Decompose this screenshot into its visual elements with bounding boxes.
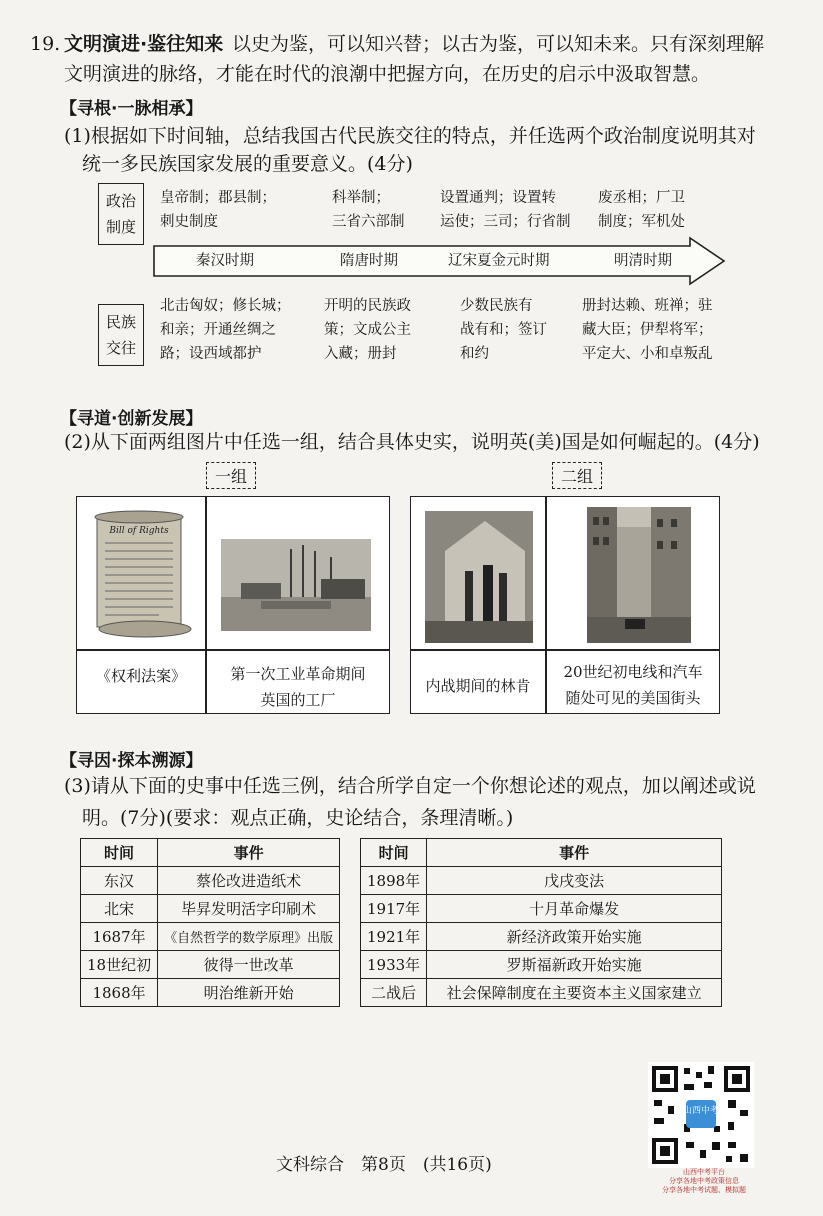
header-event-left: 事件: [158, 839, 340, 867]
politics-label-box: [98, 183, 144, 245]
ethnic-label-1: 民族: [105, 313, 136, 331]
section2-heading: 【寻道·创新发展】: [60, 409, 203, 429]
ethnic-liaosong: [460, 294, 547, 366]
factory-image: [221, 539, 371, 631]
question-intro-line2: 文明演进的脉络，才能在时代的浪潮中把握方向，在历史的启示中汲取智慧。: [64, 63, 711, 85]
row-event: 戊戌变法: [427, 867, 722, 895]
row-time: 1933年: [361, 951, 427, 979]
ethnic-suitang-line2: 策；文成公主: [324, 322, 411, 338]
caption-american-street: [547, 659, 719, 711]
row-event: 蔡伦改进造纸术: [158, 867, 340, 895]
ethnic-label-box: [98, 304, 144, 366]
bill-of-rights-text: Bill of Rights: [109, 526, 169, 536]
row-event: 十月革命爆发: [427, 895, 722, 923]
lincoln-image: [425, 511, 533, 643]
section3-prompt-line2: 明。(7分)(要求：观点正确，史论结合，条理清晰。): [82, 807, 514, 829]
politics-liaosong-line1: 设置通判；设置转: [440, 190, 556, 206]
row-event: 《自然哲学的数学原理》出版: [158, 923, 340, 951]
politics-suitang: [332, 186, 405, 234]
bill-of-rights-image: [89, 505, 195, 645]
row-time: 北宋: [81, 895, 158, 923]
caption-american-street-line1: 20世纪初电线和汽车: [563, 663, 703, 681]
section1-prompt-line2: 统一多民族国家发展的重要意义。(4分): [82, 153, 413, 175]
question-number: 19.: [30, 33, 61, 55]
row-time: 18世纪初: [81, 951, 158, 979]
page-footer: 文科综合 第8页 (共16页): [276, 1155, 492, 1175]
politics-mingqing-line1: 废丞相；厂卫: [598, 190, 685, 206]
section3-prompt-line1: (3)请从下面的史事中任选三例，结合所学自定一个你想论述的观点，加以阐述或说: [64, 775, 756, 797]
caption-american-street-line2: 随处可见的美国街头: [565, 689, 701, 707]
ethnic-suitang-line1: 开明的民族政: [324, 298, 411, 314]
ethnic-mingqing-line3: 平定大、小和卓叛乱: [582, 346, 713, 362]
politics-suitang-line2: 三省六部制: [332, 214, 405, 230]
row-event: 新经济政策开始实施: [427, 923, 722, 951]
row-time: 1868年: [81, 979, 158, 1007]
group2-panel: [410, 496, 720, 714]
ethnic-qinhan: [160, 294, 291, 366]
section1-heading: 【寻根·一脉相承】: [60, 99, 203, 119]
row-event: 毕昇发明活字印刷术: [158, 895, 340, 923]
politics-qinhan: [160, 186, 276, 234]
row-time: 1917年: [361, 895, 427, 923]
table-row: [81, 895, 340, 923]
period-liaosong: 辽宋夏金元时期: [448, 253, 550, 269]
politics-qinhan-line2: 刺史制度: [160, 214, 218, 230]
caption-factory-line2: 英国的工厂: [260, 691, 336, 709]
qr-caption-line3: 分享各地中考试题、模拟题: [662, 1186, 746, 1194]
politics-suitang-line1: 科举制；: [332, 190, 390, 206]
events-table-right: [360, 838, 722, 1007]
qr-caption-line2: 分享各地中考政策信息: [669, 1177, 739, 1185]
section1-prompt-line1: (1)根据如下时间轴，总结我国古代民族交往的特点，并任选两个政治制度说明其对: [64, 125, 756, 147]
ethnic-suitang-line3: 入藏；册封: [324, 346, 397, 362]
group2-label: 二组: [552, 462, 602, 489]
qr-badge-text: 山西中考: [682, 1106, 720, 1116]
ethnic-label-2: 交往: [105, 339, 136, 357]
ethnic-qinhan-line2: 和亲；开通丝绸之: [160, 322, 276, 338]
politics-label-2: 制度: [105, 218, 136, 236]
row-time: 东汉: [81, 867, 158, 895]
row-event: 罗斯福新政开始实施: [427, 951, 722, 979]
ethnic-qinhan-line1: 北击匈奴；修长城；: [160, 298, 291, 314]
ethnic-liaosong-line1: 少数民族有: [460, 298, 533, 314]
header-time-right: 时间: [361, 839, 427, 867]
group1-panel: [76, 496, 390, 714]
period-qinhan: 秦汉时期: [196, 253, 254, 269]
header-time-left: 时间: [81, 839, 158, 867]
american-street-image: [587, 507, 691, 643]
table-row: [361, 951, 722, 979]
caption-lincoln-line1: 内战期间的林肯: [425, 677, 531, 695]
header-event-right: 事件: [427, 839, 722, 867]
qr-caption: [634, 1168, 774, 1195]
ethnic-mingqing: [582, 294, 713, 366]
qr-code-icon[interactable]: [648, 1062, 754, 1168]
politics-mingqing-line2: 制度；军机处: [598, 214, 685, 230]
group1-label: 一组: [206, 462, 256, 489]
table-row: [81, 979, 340, 1007]
table-row: [361, 979, 722, 1007]
ethnic-qinhan-line3: 路；设西域都护: [160, 346, 262, 362]
period-suitang: 隋唐时期: [340, 253, 398, 269]
section2-prompt: (2)从下面两组图片中任选一组，结合具体史实，说明英(美)国是如何崛起的。(4分): [64, 431, 760, 453]
ethnic-suitang: [324, 294, 411, 366]
politics-qinhan-line1: 皇帝制；郡县制；: [160, 190, 276, 206]
politics-liaosong-line2: 运使；三司；行省制: [440, 214, 571, 230]
caption-factory-line1: 第一次工业革命期间: [230, 665, 366, 683]
ethnic-mingqing-line1: 册封达赖、班禅；驻: [582, 298, 713, 314]
table-row: [81, 923, 340, 951]
table-row: [81, 867, 340, 895]
row-time: 1898年: [361, 867, 427, 895]
question-title: 文明演进·鉴往知来: [64, 33, 224, 55]
politics-liaosong: [440, 186, 571, 234]
ethnic-liaosong-line3: 和约: [460, 346, 489, 362]
period-mingqing: 明清时期: [614, 253, 672, 269]
question-intro-line1: 以史为鉴，可以知兴替；以古为鉴，可以知未来。只有深刻理解: [232, 33, 765, 55]
politics-label-1: 政治: [105, 192, 136, 210]
caption-bill-of-rights: [77, 663, 205, 689]
caption-factory: [207, 661, 389, 713]
qr-caption-line1: 山西中考平台: [683, 1168, 725, 1176]
table-row: [361, 867, 722, 895]
row-time: 1687年: [81, 923, 158, 951]
ethnic-mingqing-line2: 藏大臣；伊犁将军；: [582, 322, 713, 338]
row-time: 二战后: [361, 979, 427, 1007]
row-event: 明治维新开始: [158, 979, 340, 1007]
caption-bill-of-rights-line1: 《权利法案》: [95, 667, 186, 685]
table-row: [361, 923, 722, 951]
row-event: 彼得一世改革: [158, 951, 340, 979]
ethnic-liaosong-line2: 战有和；签订: [460, 322, 547, 338]
section3-heading: 【寻因·探本溯源】: [60, 751, 203, 771]
caption-lincoln: [411, 673, 545, 699]
table-row: [361, 895, 722, 923]
politics-mingqing: [598, 186, 685, 234]
row-time: 1921年: [361, 923, 427, 951]
table-row: [81, 951, 340, 979]
row-event: 社会保障制度在主要资本主义国家建立: [427, 979, 722, 1007]
events-table-left: [80, 838, 340, 1007]
